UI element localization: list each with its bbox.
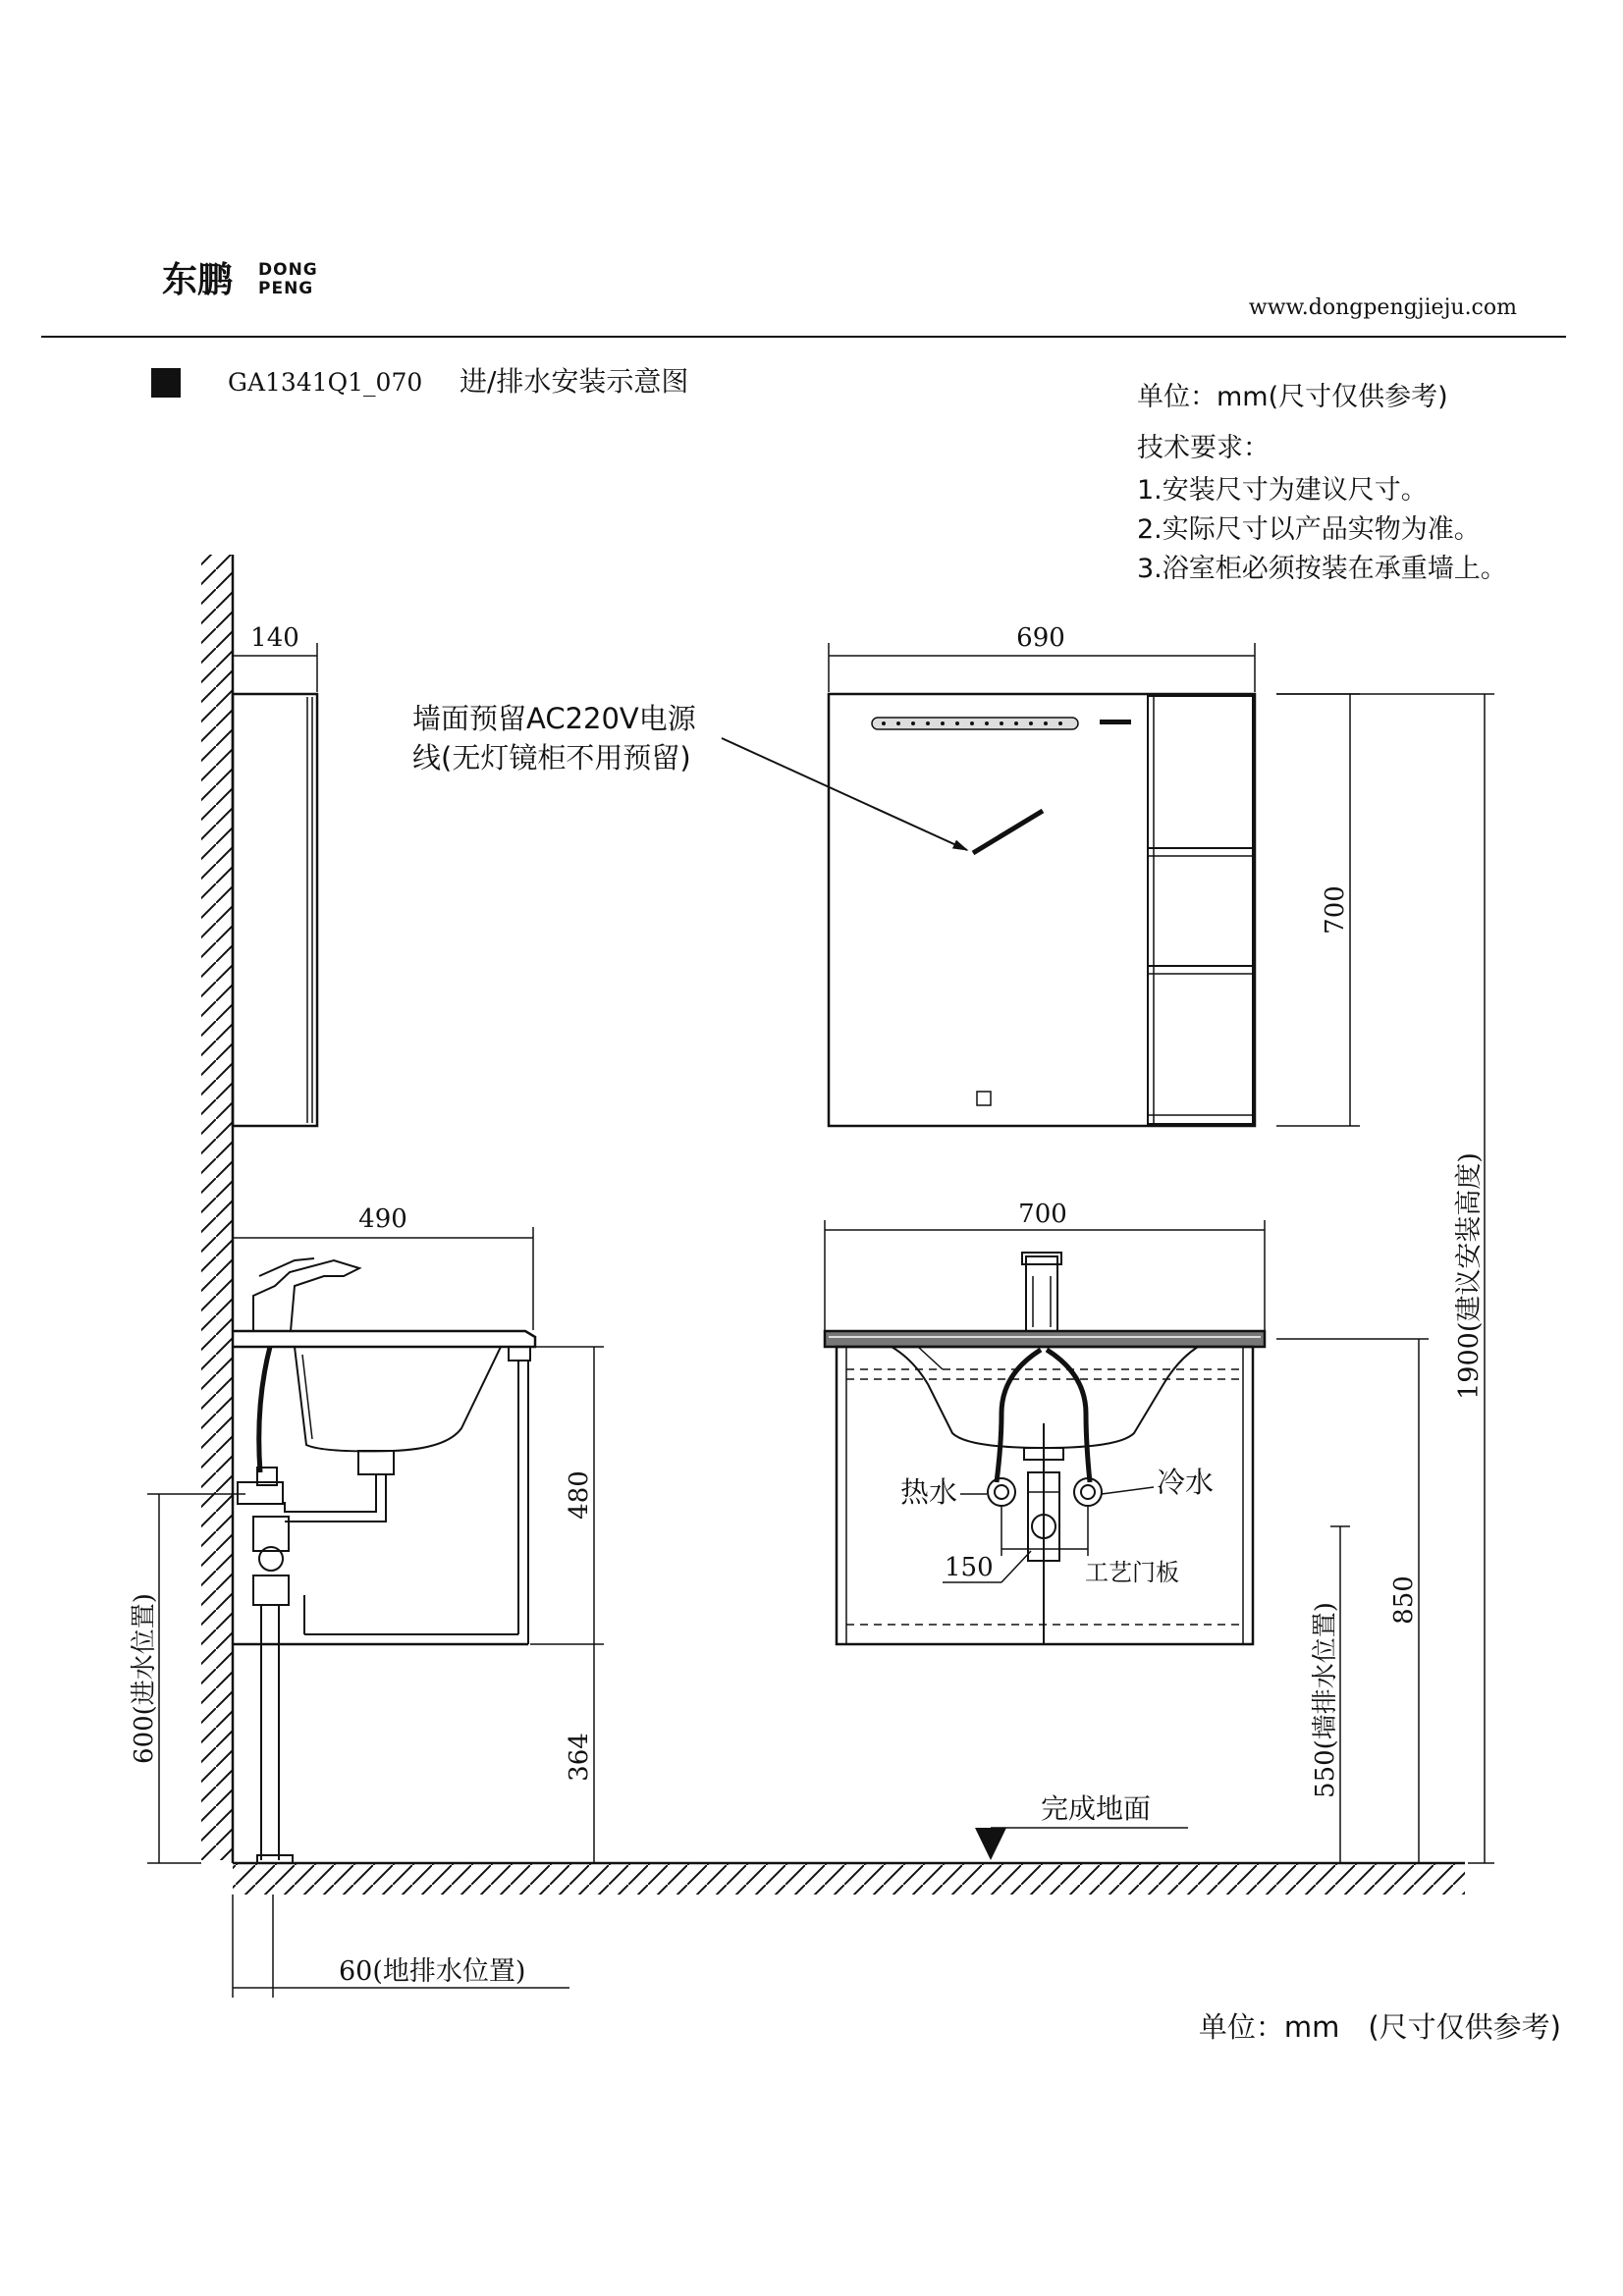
dim-label-top-height: 850 — [1389, 1575, 1419, 1625]
tech-item-3: 3.浴室柜必须按装在承重墙上。 — [1137, 554, 1507, 584]
cold-water-label: 冷水 — [1157, 1466, 1215, 1499]
dim-label-mirror-depth: 140 — [250, 623, 299, 653]
title-bullet — [151, 368, 181, 398]
dimension-cabinet-depth — [233, 1227, 533, 1330]
technical-notes — [1137, 382, 1507, 584]
finished-floor-marker — [975, 1828, 1188, 1860]
logo-english-top: DONG — [258, 260, 318, 280]
dim-label-install-height: 1900(建议安装高度) — [1454, 1152, 1485, 1400]
power-leader-arrow — [722, 738, 967, 850]
floor — [233, 1863, 1465, 1895]
door-panel-label: 工艺门板 — [1085, 1559, 1179, 1586]
finished-floor-label: 完成地面 — [1041, 1792, 1152, 1825]
wall — [201, 555, 233, 1863]
tech-item-1: 1.安装尺寸为建议尺寸。 — [1137, 475, 1428, 506]
dimension-cabinet-height — [530, 1347, 604, 1863]
footer-unit-note: 单位：mm (尺寸仅供参考) — [1198, 2010, 1561, 2044]
tech-item-2: 2.实际尺寸以产品实物为准。 — [1137, 514, 1481, 545]
drawing-title: 进/排水安装示意图 — [460, 365, 689, 398]
dim-label-cabinet-depth: 490 — [358, 1204, 407, 1234]
brand-logo — [162, 260, 318, 300]
basin-cabinet-front-view — [825, 1253, 1265, 1644]
dim-label-cabinet-floor-gap: 364 — [565, 1733, 594, 1782]
dim-label-cabinet-width: 700 — [1018, 1200, 1067, 1229]
power-note-line-1: 墙面预留AC220V电源 — [412, 702, 696, 735]
basin-cabinet-side-view — [233, 1258, 535, 1863]
dim-label-floor-drain: 60(地排水位置) — [339, 1956, 526, 1987]
logo-english-bottom: PENG — [258, 279, 314, 298]
dim-label-wall-drain: 550(墙排水位置) — [1311, 1602, 1340, 1798]
dim-label-mirror-width: 690 — [1016, 623, 1065, 653]
mirror-cabinet-side-view — [233, 694, 317, 1126]
model-number: GA1341Q1_070 — [228, 368, 423, 397]
website-url: www.dongpengjieju.com — [1248, 295, 1517, 320]
hot-water-label: 热水 — [900, 1475, 958, 1509]
dim-label-pipe-spacing: 150 — [945, 1553, 994, 1582]
power-note-line-2: 线(无灯镜柜不用预留) — [412, 741, 691, 774]
cold-water-leader — [1102, 1487, 1154, 1494]
dim-label-inlet-height: 600(进水位置) — [130, 1593, 159, 1764]
tech-title: 技术要求： — [1137, 433, 1270, 463]
unit-note: 单位：mm(尺寸仅供参考) — [1137, 382, 1448, 412]
mirror-cabinet-front-view — [829, 694, 1255, 1126]
logo-chinese: 东鹏 — [162, 260, 234, 300]
dim-label-cabinet-height: 480 — [565, 1470, 594, 1520]
dim-label-mirror-height: 700 — [1321, 885, 1350, 934]
dimension-cabinet-width — [825, 1220, 1265, 1330]
pipe-spacing-leader-diag — [1001, 1551, 1031, 1582]
